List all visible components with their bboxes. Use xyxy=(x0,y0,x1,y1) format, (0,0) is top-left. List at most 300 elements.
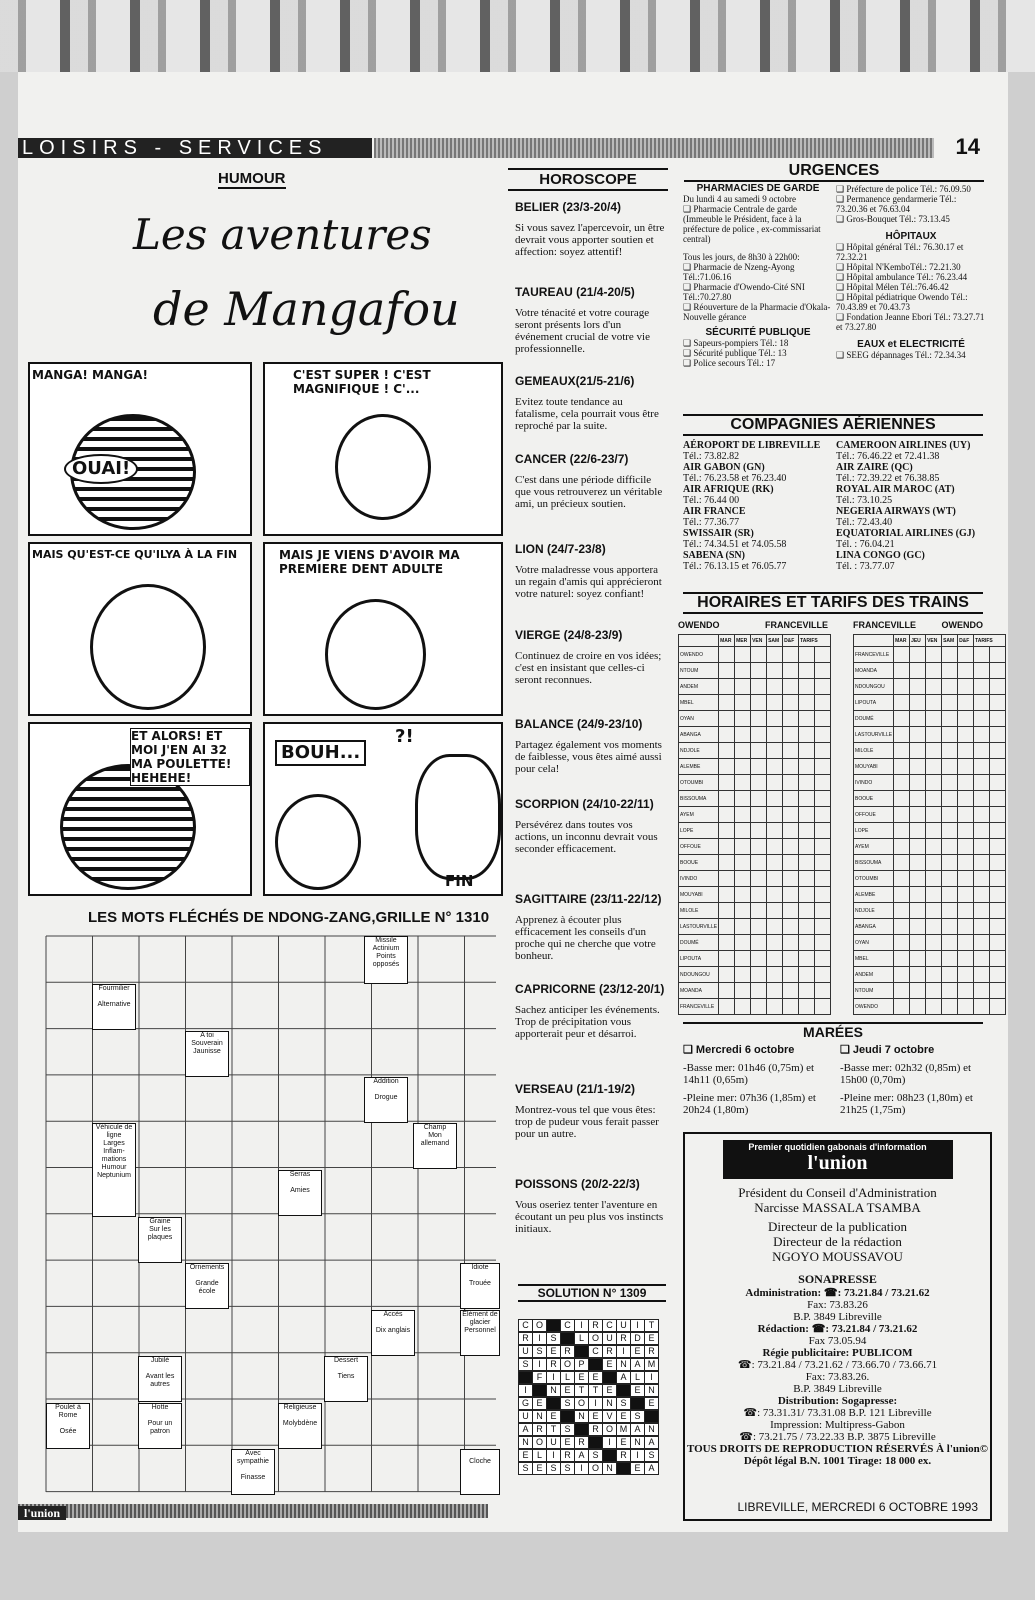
train-cell xyxy=(735,807,751,823)
train-cell xyxy=(735,935,751,951)
solution-cell xyxy=(546,1397,561,1410)
horoscope-text: Sachez anticiper les événements. Trop de précipitation vous apporterait peur et désarroi. xyxy=(515,1004,660,1040)
train-left-to: FRANCEVILLE xyxy=(765,620,828,630)
solution-cell: S xyxy=(560,1462,575,1475)
train-station: BISSOUMA xyxy=(679,791,719,807)
train-cell xyxy=(783,759,799,775)
horoscope-text: Apprenez à écouter plus efficacement les conseils d'un proche qui ne cherche que votre bonheur. xyxy=(515,914,656,962)
solution-cell: U xyxy=(518,1345,533,1358)
train-cell xyxy=(910,711,926,727)
comic-strip xyxy=(28,362,506,892)
train-cell xyxy=(894,743,910,759)
train-cell xyxy=(719,887,735,903)
train-cell xyxy=(767,647,783,663)
clue-box: Idiote Trouée xyxy=(460,1263,500,1309)
train-cell xyxy=(719,759,735,775)
train-cell xyxy=(926,919,942,935)
solution-cell: S xyxy=(518,1462,533,1475)
train-cell xyxy=(894,935,910,951)
contact-line: Fax: 73.83.26 xyxy=(807,1299,868,1311)
solution-cell: V xyxy=(602,1410,617,1423)
urgence-line: ❑ Gros-Bouquet Tél.: 73.13.45 xyxy=(836,214,950,224)
train-cell xyxy=(751,887,767,903)
train-cell xyxy=(719,839,735,855)
solution-cell: R xyxy=(532,1423,547,1436)
board-line: Directeur de la publication xyxy=(768,1219,907,1234)
train-right-to: OWENDO xyxy=(941,620,983,630)
solution-cell xyxy=(546,1319,561,1332)
bubble-question: ?! xyxy=(395,726,414,747)
train-station: OWENDO xyxy=(854,999,894,1015)
train-cell xyxy=(799,871,815,887)
train-cell xyxy=(735,919,751,935)
train-cell xyxy=(815,695,831,711)
train-cell xyxy=(751,855,767,871)
solution-cell: R xyxy=(574,1436,589,1449)
train-cell xyxy=(767,759,783,775)
train-cell xyxy=(926,743,942,759)
train-cell xyxy=(974,727,990,743)
train-station: OTOUMBI xyxy=(854,871,894,887)
train-station: MOANDA xyxy=(679,983,719,999)
solution-cell: R xyxy=(518,1332,533,1345)
train-cell xyxy=(719,647,735,663)
clue-box: Hotte Pour un patron xyxy=(138,1403,182,1449)
solution-cell: R xyxy=(546,1358,561,1371)
train-cell xyxy=(942,903,958,919)
compagnies-heading: COMPAGNIES AÉRIENNES xyxy=(683,414,983,436)
train-cell xyxy=(719,775,735,791)
contact-line: ☎: 73.21.75 / 73.22.33 B.P. 3875 Libreville xyxy=(739,1431,936,1443)
solution-cell: P xyxy=(574,1358,589,1371)
train-cell xyxy=(815,903,831,919)
train-cell xyxy=(926,855,942,871)
train-station: FRANCEVILLE xyxy=(679,999,719,1015)
train-cell xyxy=(926,999,942,1015)
train-cell xyxy=(974,647,990,663)
train-cell xyxy=(751,727,767,743)
solution-cell: E xyxy=(574,1371,589,1384)
solution-cell: E xyxy=(644,1397,659,1410)
solution-cell: I xyxy=(546,1449,561,1462)
train-cell xyxy=(783,919,799,935)
train-station: OWENDO xyxy=(679,647,719,663)
train-cell xyxy=(815,967,831,983)
solution-cell: S xyxy=(644,1449,659,1462)
train-cell xyxy=(990,951,1006,967)
train-cell xyxy=(815,647,831,663)
train-station: OFFOUE xyxy=(854,807,894,823)
train-cell xyxy=(910,855,926,871)
clue-box: Élément de glacier Personnel xyxy=(460,1310,500,1356)
contact-line: B.P. 3849 Libreville xyxy=(793,1383,882,1395)
train-cell xyxy=(751,695,767,711)
train-day-header: TARIFS xyxy=(799,635,831,647)
airline-phone: Tél.: 73.82.82 xyxy=(683,451,740,462)
train-cell xyxy=(926,727,942,743)
solution-cell: S xyxy=(560,1397,575,1410)
train-cell xyxy=(719,727,735,743)
train-cell xyxy=(799,743,815,759)
train-cell xyxy=(926,791,942,807)
board-line: Président du Conseil d'Administration xyxy=(738,1185,937,1200)
train-cell xyxy=(894,999,910,1015)
contact-line: Rédaction: ☎: 73.21.84 / 73.21.62 xyxy=(757,1323,918,1335)
train-cell xyxy=(894,967,910,983)
hopitaux-heading: HÔPITAUX xyxy=(885,231,937,242)
airline-phone: Tél. : 73.77.07 xyxy=(836,561,895,572)
clue-box: Graine Sur les plaques xyxy=(138,1217,182,1263)
solution-cell: C xyxy=(518,1319,533,1332)
solution-cell: E xyxy=(532,1462,547,1475)
train-cell xyxy=(974,775,990,791)
train-cell xyxy=(751,967,767,983)
solution-cell: I xyxy=(518,1384,533,1397)
train-station: FRANCEVILLE xyxy=(854,647,894,663)
solution-cell: O xyxy=(532,1436,547,1449)
solution-cell: A xyxy=(644,1462,659,1475)
horoscope-sign: SCORPION (24/10-22/11) xyxy=(515,797,654,811)
solution-cell: R xyxy=(602,1345,617,1358)
train-cell xyxy=(974,871,990,887)
train-cell xyxy=(735,727,751,743)
train-station: NDOUNGOU xyxy=(679,967,719,983)
board-line: NGOYO MOUSSAVOU xyxy=(772,1249,903,1264)
train-cell xyxy=(894,647,910,663)
horoscope-sign: VERSEAU (21/1-19/2) xyxy=(515,1082,636,1096)
train-cell xyxy=(783,967,799,983)
solution-cell xyxy=(630,1397,645,1410)
train-cell xyxy=(974,759,990,775)
train-cell xyxy=(958,759,974,775)
train-cell xyxy=(958,983,974,999)
securite-line: ❑ Police secours Tél.: 17 xyxy=(683,358,776,368)
horoscope-sign: CANCER (22/6-23/7) xyxy=(515,452,629,466)
train-cell xyxy=(942,727,958,743)
train-cell xyxy=(926,711,942,727)
hopital-line: ❑ Hôpital N'KemboTél.: 72.21.30 xyxy=(836,262,961,272)
airline-name: AIR GABON (GN) xyxy=(683,462,765,473)
train-cell xyxy=(942,663,958,679)
train-cell xyxy=(751,919,767,935)
train-cell xyxy=(735,695,751,711)
solution-cell: I xyxy=(532,1332,547,1345)
urgences-heading: URGENCES xyxy=(684,162,984,182)
train-cell xyxy=(751,679,767,695)
airline-phone: Tél.: 73.10.25 xyxy=(836,495,893,506)
masthead-name: l'union xyxy=(807,1152,868,1174)
train-cell xyxy=(783,711,799,727)
solution-cell: I xyxy=(644,1371,659,1384)
urgence-line: ❑ Préfecture de police Tél.: 76.09.50 xyxy=(836,184,971,194)
train-cell xyxy=(910,951,926,967)
train-cell xyxy=(942,679,958,695)
train-station: DOUMÉ xyxy=(679,935,719,951)
airline-phone: Tél.: 72.39.22 et 76.38.85 xyxy=(836,473,940,484)
train-station: MOANDA xyxy=(854,663,894,679)
train-cell xyxy=(910,663,926,679)
train-cell xyxy=(974,807,990,823)
train-cell xyxy=(974,983,990,999)
train-station: DOUMÉ xyxy=(854,711,894,727)
solution-cell xyxy=(588,1358,603,1371)
train-station: ANDEM xyxy=(854,967,894,983)
horoscope-sign: POISSONS (20/2-22/3) xyxy=(515,1177,640,1191)
train-cell xyxy=(799,839,815,855)
footer-logo: l'union xyxy=(18,1506,66,1520)
train-cell xyxy=(910,807,926,823)
train-cell xyxy=(894,695,910,711)
train-cell xyxy=(974,999,990,1015)
train-cell xyxy=(735,663,751,679)
train-cell xyxy=(990,823,1006,839)
train-cell xyxy=(910,695,926,711)
clue-box: Religieuse Molybdène xyxy=(278,1403,322,1449)
train-station: MBEL xyxy=(854,951,894,967)
train-cell xyxy=(799,999,815,1015)
train-cell xyxy=(767,999,783,1015)
clue-box: Avec sympathie Finasse xyxy=(231,1449,275,1495)
train-cell xyxy=(783,871,799,887)
train-right-from: FRANCEVILLE xyxy=(853,620,916,630)
hopital-line: ❑ Hôpital pédiatrique Owendo Tél.: 70.43.89 et 70.43.73 xyxy=(836,292,968,312)
train-cell xyxy=(815,839,831,855)
securite-line: ❑ Sapeurs-pompiers Tél.: 18 xyxy=(683,338,789,348)
train-cell xyxy=(942,951,958,967)
train-cell xyxy=(990,999,1006,1015)
train-cell xyxy=(894,727,910,743)
train-cell xyxy=(767,679,783,695)
train-cell xyxy=(926,951,942,967)
train-cell xyxy=(783,823,799,839)
airline-name: AÉROPORT DE LIBREVILLE xyxy=(683,440,821,451)
train-cell xyxy=(990,855,1006,871)
train-cell xyxy=(974,695,990,711)
train-cell xyxy=(751,951,767,967)
train-cell xyxy=(799,855,815,871)
horoscope-text: Partagez également vos moments de faiblesse, vous êtes aimé aussi pour cela! xyxy=(515,739,662,775)
train-cell xyxy=(767,775,783,791)
train-station: OTOUMBI xyxy=(679,775,719,791)
contact-line: Administration: ☎: 73.21.84 / 73.21.62 xyxy=(745,1287,930,1299)
train-cell xyxy=(767,823,783,839)
train-cell xyxy=(958,791,974,807)
train-cell xyxy=(735,871,751,887)
solution-cell: A xyxy=(630,1423,645,1436)
masthead-contacts xyxy=(685,1287,990,1467)
train-cell xyxy=(942,759,958,775)
solution-cell: I xyxy=(546,1371,561,1384)
train-cell xyxy=(974,951,990,967)
train-cell xyxy=(926,759,942,775)
train-station: LASTOURVILLE xyxy=(679,919,719,935)
solution-cell: I xyxy=(588,1397,603,1410)
masthead-box xyxy=(683,1132,992,1521)
train-cell xyxy=(751,823,767,839)
clue-box: Addition Drogue xyxy=(364,1077,408,1123)
train-cell xyxy=(942,855,958,871)
contact-line: TOUS DROITS DE REPRODUCTION RÉSERVÉS À l'union© xyxy=(686,1443,989,1455)
solution-cell: N xyxy=(644,1384,659,1397)
train-cell xyxy=(974,967,990,983)
contact-line: ☎: 73.31.31/ 73.31.08 B.P. 121 Libreville xyxy=(743,1407,932,1419)
solution-cell: E xyxy=(616,1410,631,1423)
crossword-heading: LES MOTS FLÉCHÉS DE NDONG-ZANG,GRILLE N° 1310 xyxy=(88,909,490,926)
train-cell xyxy=(942,775,958,791)
train-cell xyxy=(958,679,974,695)
train-cell xyxy=(799,759,815,775)
train-station: MILOLE xyxy=(854,743,894,759)
train-cell xyxy=(958,695,974,711)
clue-box: Missile Actinium Points opposés xyxy=(364,936,408,984)
train-cell xyxy=(942,647,958,663)
airline-name: AIR ZAIRE (QC) xyxy=(836,462,913,473)
maree-line: -Pleine mer: 08h23 (1,80m) et 21h25 (1,75m) xyxy=(840,1092,973,1116)
solution-cell xyxy=(644,1410,659,1423)
train-cell xyxy=(958,647,974,663)
train-cell xyxy=(990,903,1006,919)
train-station: MOUYABI xyxy=(679,887,719,903)
maree-line: -Basse mer: 02h32 (0,85m) et 15h00 (0,70m) xyxy=(840,1062,972,1086)
solution-cell: R xyxy=(644,1345,659,1358)
solution-cell: F xyxy=(532,1371,547,1384)
train-cell xyxy=(990,679,1006,695)
section-title: LOISIRS - SERVICES xyxy=(22,137,328,159)
solution-cell: E xyxy=(630,1384,645,1397)
solution-cell: A xyxy=(630,1358,645,1371)
comic-title-line1: Les aventures xyxy=(133,210,432,259)
horoscope-text: Vous oseriez tenter l'aventure en écoutant un peu plus vos instincts initiaux. xyxy=(515,1199,664,1235)
airline-phone: Tél.: 72.43.40 xyxy=(836,517,893,528)
train-cell xyxy=(942,695,958,711)
train-cell xyxy=(990,807,1006,823)
train-station: AYEM xyxy=(854,839,894,855)
train-station: IVINDO xyxy=(854,775,894,791)
train-cell xyxy=(926,839,942,855)
contact-line: B.P. 3849 Libreville xyxy=(793,1311,882,1323)
pharmacy-line: ❑ Réouverture de la Pharmacie d'Okala-Nouvelle gérance xyxy=(683,302,831,322)
train-cell xyxy=(894,903,910,919)
solution-cell: N xyxy=(602,1397,617,1410)
train-cell xyxy=(719,951,735,967)
solution-cell: I xyxy=(574,1462,589,1475)
train-day-header: TARIFS xyxy=(974,635,1006,647)
contact-line: ☎: 73.21.84 / 73.21.62 / 73.66.70 / 73.66.71 xyxy=(737,1359,938,1371)
train-station: BISSOUMA xyxy=(854,855,894,871)
train-table-left xyxy=(678,634,831,1015)
train-cell xyxy=(942,839,958,855)
solution-cell xyxy=(560,1410,575,1423)
solution-cell: T xyxy=(546,1423,561,1436)
train-station: NDOUNGOU xyxy=(854,679,894,695)
train-cell xyxy=(815,999,831,1015)
train-cell xyxy=(926,775,942,791)
solution-cell: N xyxy=(630,1436,645,1449)
clue-box: Accès Dix anglais xyxy=(371,1310,415,1356)
train-cell xyxy=(958,727,974,743)
horoscope-sign: BELIER (23/3-20/4) xyxy=(515,200,622,214)
newspaper-page xyxy=(18,72,1008,1532)
train-cell xyxy=(751,807,767,823)
train-cell xyxy=(958,903,974,919)
train-station: OYAN xyxy=(679,711,719,727)
train-cell xyxy=(942,967,958,983)
solution-cell xyxy=(574,1345,589,1358)
train-cell xyxy=(910,647,926,663)
train-station: ANDEM xyxy=(679,679,719,695)
solution-cell: S xyxy=(560,1423,575,1436)
contact-line: Impression: Multipress-Gabon xyxy=(770,1419,905,1431)
solution-cell: E xyxy=(560,1384,575,1397)
solution-cell: C xyxy=(602,1319,617,1332)
train-cell xyxy=(783,855,799,871)
airline-phone: Tél.: 77.36.77 xyxy=(683,517,740,528)
train-cell xyxy=(958,807,974,823)
train-cell xyxy=(942,919,958,935)
train-cell xyxy=(799,647,815,663)
solution-cell: A xyxy=(518,1423,533,1436)
train-cell xyxy=(783,887,799,903)
airline-name: CAMEROON AIRLINES (UY) xyxy=(836,440,971,451)
train-cell xyxy=(894,663,910,679)
pharmacy-line: ❑ Pharmacie de Nzeng-Ayong Tél.:71.06.16 xyxy=(683,262,795,282)
train-cell xyxy=(783,791,799,807)
train-table xyxy=(678,634,831,1015)
train-cell xyxy=(719,695,735,711)
solution-cell: I xyxy=(616,1345,631,1358)
train-cell xyxy=(783,727,799,743)
solution-cell: O xyxy=(532,1319,547,1332)
solution-cell: E xyxy=(518,1449,533,1462)
solution-cell: S xyxy=(630,1410,645,1423)
train-cell xyxy=(990,935,1006,951)
train-station: LIPOUTA xyxy=(854,695,894,711)
solution-cell xyxy=(616,1462,631,1475)
train-cell xyxy=(735,855,751,871)
solution-cell: N xyxy=(602,1462,617,1475)
train-cell xyxy=(799,663,815,679)
train-cell xyxy=(974,919,990,935)
hopital-line: ❑ Hôpital général Tél.: 76.30.17 et 72.32.21 xyxy=(836,242,964,262)
train-cell xyxy=(926,679,942,695)
solution-cell: N xyxy=(574,1410,589,1423)
solution-cell: I xyxy=(630,1449,645,1462)
train-cell xyxy=(783,695,799,711)
train-station: NTOUM xyxy=(679,663,719,679)
horoscope-text: Montrez-vous tel que vous êtes: trop de pudeur vous ferait passer pour un autre. xyxy=(515,1104,659,1140)
airline-name: NEGERIA AIRWAYS (WT) xyxy=(836,506,956,517)
masthead-tagline: Premier quotidien gabonais d'information xyxy=(748,1142,927,1152)
clue-box: Ornements Grande école xyxy=(185,1263,229,1309)
maree-line: -Pleine mer: 07h36 (1,85m) et 20h24 (1,80m) xyxy=(683,1092,816,1116)
solution-cell: N xyxy=(518,1436,533,1449)
train-cell xyxy=(783,663,799,679)
train-cell xyxy=(799,935,815,951)
solution-cell: E xyxy=(602,1358,617,1371)
train-cell xyxy=(735,903,751,919)
comic-panel-4 xyxy=(263,542,503,716)
train-cell xyxy=(783,983,799,999)
urgence-line: ❑ Permanence gendarmerie Tél.: 73.20.36 et 76.63.04 xyxy=(836,194,957,214)
train-cell xyxy=(751,759,767,775)
train-cell xyxy=(990,711,1006,727)
clue-box: A toi Souverain Jaunisse xyxy=(185,1031,229,1077)
train-cell xyxy=(783,647,799,663)
solution-cell: U xyxy=(546,1436,561,1449)
comic-title-line2: de Mangafou xyxy=(153,282,460,336)
train-day-header: D&F xyxy=(783,635,799,647)
solution-cell: O xyxy=(560,1358,575,1371)
